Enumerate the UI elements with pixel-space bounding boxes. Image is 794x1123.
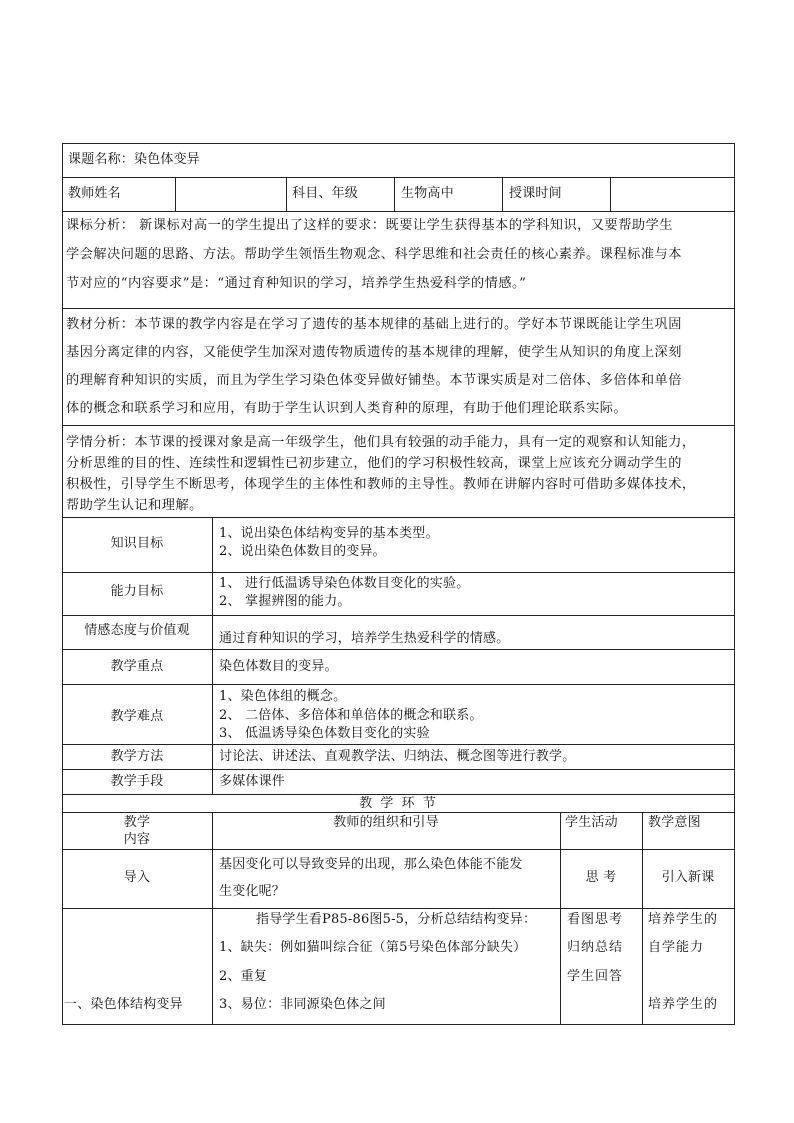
col-line bbox=[502, 177, 503, 211]
subject-grade-label: 科目、年级 bbox=[292, 186, 359, 201]
structure-student-line: 归纳总结 bbox=[567, 940, 624, 955]
structure-teacher-line: 1、缺失：例如猫叫综合征（第5号染色体部分缺失） bbox=[219, 940, 527, 955]
row-line bbox=[62, 211, 735, 212]
structure-teacher-line: 3、易位：非同源染色体之间 bbox=[219, 997, 386, 1012]
col-line bbox=[610, 177, 611, 211]
col-line bbox=[212, 517, 213, 794]
subject-grade-value: 生物高中 bbox=[401, 186, 454, 201]
course-title: 课题名称：染色体变异 bbox=[68, 152, 201, 167]
difficulty-item: 1、染色体组的概念。 bbox=[219, 689, 347, 704]
difficulty-label: 教学难点 bbox=[110, 709, 164, 724]
intro-intent: 引入新课 bbox=[661, 870, 715, 885]
structure-intent-line: 培养学生的 bbox=[648, 997, 719, 1012]
row-line bbox=[62, 517, 735, 518]
key-point-label: 教学重点 bbox=[110, 659, 164, 674]
student-analysis-line: 帮助学生认记和理解。 bbox=[66, 498, 203, 513]
teacher-name-label: 教师姓名 bbox=[68, 186, 121, 201]
col-line bbox=[286, 177, 287, 211]
structure-content: 一、染色体结构变异 bbox=[64, 997, 183, 1012]
textbook-analysis-line: 的理解育种知识的实质，而且为学生学习染色体变异做好铺垫。本节课实质是对二倍体、多倍体和单倍 bbox=[66, 373, 682, 388]
textbook-analysis-line: 教材分析：本节课的教学内容是在学习了遗传的基本规律的基础上进行的。学好本节课既能让学生巩固 bbox=[66, 317, 682, 332]
header-student: 学生活动 bbox=[565, 815, 618, 830]
emotion-goal-text: 通过育种知识的学习，培养学生热爱科学的情感。 bbox=[219, 631, 510, 646]
row-line bbox=[62, 684, 735, 685]
structure-intent-line: 自学能力 bbox=[648, 940, 705, 955]
row-line bbox=[62, 812, 735, 813]
table-border-bottom bbox=[62, 1024, 735, 1025]
intro-teacher-line: 基因变化可以导致变异的出现，那么染色体能不能发 bbox=[219, 857, 523, 872]
difficulty-item: 2、 二倍体、多倍体和单倍体的概念和联系。 bbox=[219, 708, 483, 723]
row-line bbox=[62, 615, 735, 616]
row-line bbox=[62, 769, 735, 770]
section-title: 教 学 环 节 bbox=[359, 796, 438, 811]
student-analysis-line: 分析思维的目的性、连续性和逻辑性已初步建立，他们的学习积极性较高，课堂上应该充分调动学生的 bbox=[66, 456, 682, 471]
intro-student: 思 考 bbox=[585, 870, 617, 885]
key-point-text: 染色体数目的变异。 bbox=[219, 659, 338, 674]
row-line bbox=[62, 744, 735, 745]
col-line bbox=[212, 812, 213, 1025]
row-line bbox=[62, 794, 735, 795]
structure-intent-line: 培养学生的 bbox=[648, 912, 719, 927]
structure-student-line: 学生回答 bbox=[567, 969, 624, 984]
student-analysis-line: 学情分析：本节课的授课对象是高一年级学生，他们具有较强的动手能力，具有一定的观察和认知能力， bbox=[66, 435, 696, 450]
student-analysis-line: 积极性，引导学生不断思考，体现学生的主体性和教师的主导性。教师在讲解内容时可借助多媒体技术， bbox=[66, 477, 696, 492]
row-line bbox=[62, 649, 735, 650]
teaching-means-text: 多媒体课件 bbox=[219, 774, 286, 789]
curriculum-analysis-line: 节对应的“内容要求”是：“通过育种知识的学习，培养学生热爱科学的情感。” bbox=[66, 276, 527, 291]
teaching-method-label: 教学方法 bbox=[110, 749, 164, 764]
curriculum-analysis-line: 课标分析： 新课标对高一的学生提出了这样的要求：既要让学生获得基本的学科知识，又要帮助学生 bbox=[66, 218, 673, 233]
table-border-top bbox=[62, 143, 735, 144]
teaching-method-text: 讨论法、讲述法、直观教学法、归纳法、概念图等进行教学。 bbox=[219, 749, 576, 764]
table-border-left bbox=[62, 143, 63, 1025]
row-line bbox=[62, 849, 735, 850]
col-line bbox=[560, 812, 561, 1025]
row-line bbox=[62, 425, 735, 426]
header-intent: 教学意图 bbox=[648, 815, 701, 830]
table-border-right bbox=[734, 143, 735, 1025]
intro-teacher-line: 生变化呢？ bbox=[219, 884, 286, 899]
textbook-analysis-line: 体的概念和联系学习和应用，有助于学生认识到人类育种的原理，有助于他们理论联系实际。 bbox=[66, 401, 628, 416]
row-line bbox=[62, 908, 735, 909]
class-time-label: 授课时间 bbox=[509, 186, 562, 201]
row-line bbox=[62, 572, 735, 573]
header-content: 教学 bbox=[123, 815, 151, 830]
knowledge-goal-label: 知识目标 bbox=[110, 536, 164, 551]
row-line bbox=[62, 308, 735, 309]
knowledge-goal-item: 1、说出染色体结构变异的基本类型。 bbox=[219, 526, 439, 541]
structure-student-line: 看图思考 bbox=[567, 912, 624, 927]
structure-teacher-line: 2、重复 bbox=[219, 969, 268, 984]
emotion-goal-label: 情感态度与价值观 bbox=[84, 623, 190, 638]
curriculum-analysis-line: 学会解决问题的思路、方法。帮助学生领悟生物观念、科学思维和社会责任的核心素养。课程标准与本 bbox=[66, 247, 682, 262]
knowledge-goal-item: 2、说出染色体数目的变异。 bbox=[219, 544, 386, 559]
textbook-analysis-line: 基因分离定律的内容，又能使学生加深对遗传物质遗传的基本规律的理解，使学生从知识的角度上深刻 bbox=[66, 345, 682, 360]
intro-content: 导入 bbox=[123, 870, 151, 885]
structure-teacher-line: 指导学生看P85-86图5-5，分析总结结构变异： bbox=[256, 912, 537, 927]
header-teacher: 教师的组织和引导 bbox=[333, 815, 439, 830]
ability-goal-item: 2、 掌握辨图的能力。 bbox=[219, 594, 351, 609]
col-line bbox=[394, 177, 395, 211]
ability-goal-label: 能力目标 bbox=[110, 584, 164, 599]
col-line bbox=[175, 177, 176, 211]
teaching-means-label: 教学手段 bbox=[110, 774, 164, 789]
col-line bbox=[642, 812, 643, 1025]
header-content: 内容 bbox=[123, 832, 151, 847]
row-line bbox=[62, 177, 735, 178]
difficulty-item: 3、 低温诱导染色体数目变化的实验 bbox=[219, 726, 430, 741]
ability-goal-item: 1、 进行低温诱导染色体数目变化的实验。 bbox=[219, 576, 470, 591]
